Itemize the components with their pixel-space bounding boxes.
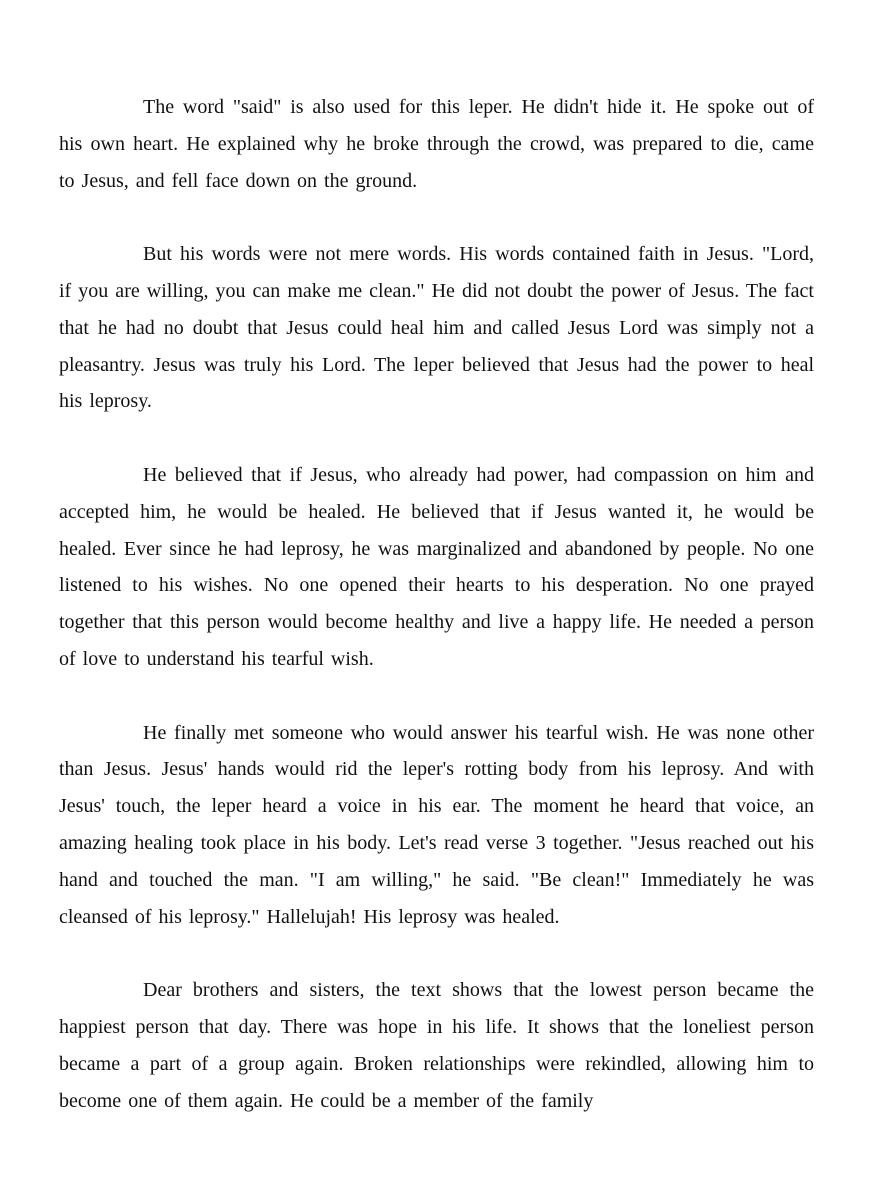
document-page — [59, 89, 814, 1156]
paragraph-2: But his words were not mere words. His words contained faith in Jesus. "Lord, if you are willing, you can make me clean." He did not doubt the power of Jesus. The fact that he had no doubt that Jesus could heal him and called Jesus Lord was simply not a pleasantry. Jesus was truly his Lord. The leper believed that Jesus had the power to heal his leprosy. — [59, 243, 814, 413]
paragraph-5: Dear brothers and sisters, the text shows that the lowest person became the happiest person that day. There was hope in his life. It shows that the loneliest person became a part of a group again. Broken relationships were rekindled, allowing him to become one of them again. He could be a member of the family — [59, 979, 814, 1112]
paragraph-3: He believed that if Jesus, who already had power, had compassion on him and accepted him, he would be healed. He believed that if Jesus wanted it, he would be healed. Ever since he had leprosy, he was marginalized and abandoned by people. No one listened to his wishes. No one opened their hearts to his desperation. No one prayed together that this person would become healthy and live a happy life. He needed a person of love to understand his tearful wish. — [59, 463, 814, 670]
paragraph-4: He finally met someone who would answer his tearful wish. He was none other than Jesus. Jesus' hands would rid the leper's rotting body from his leprosy. And with Jesus' touch, the leper heard a voice in his ear. The moment he heard that voice, an amazing healing took place in his body. Let's read verse 3 together. "Jesus reached out his hand and touched the man. "I am willing," he said. "Be clean!" Immediately he was cleansed of his leprosy." Hallelujah! His leprosy was healed. — [59, 721, 814, 928]
paragraph-1: The word "said" is also used for this leper. He didn't hide it. He spoke out of his own heart. He explained why he broke through the crowd, was prepared to die, came to Jesus, and fell face down on the ground. — [59, 96, 814, 192]
